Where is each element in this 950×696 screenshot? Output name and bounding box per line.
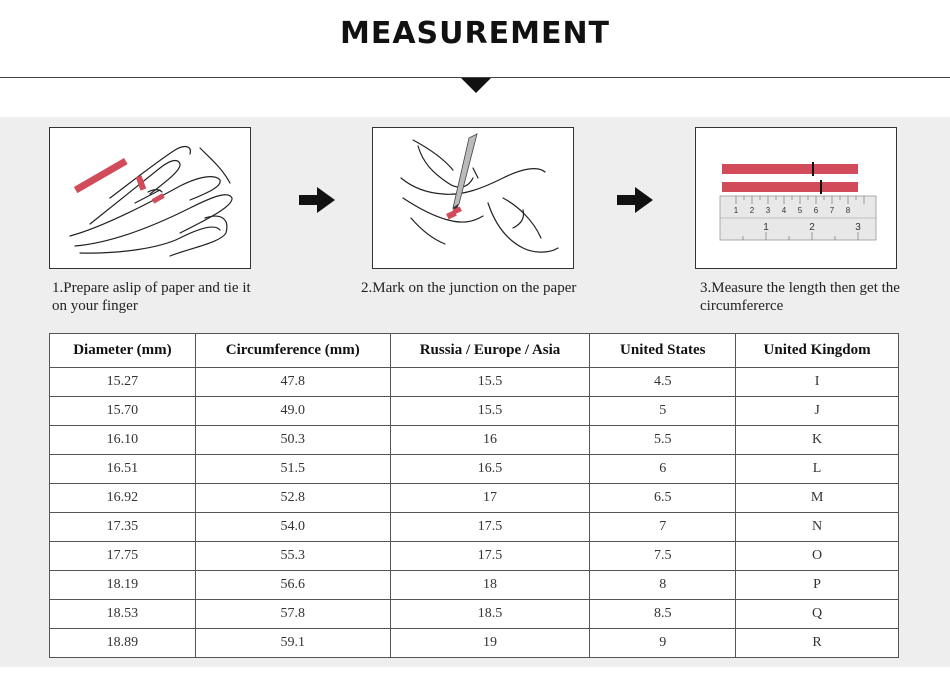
table-cell: R — [736, 629, 899, 658]
table-cell: 16.5 — [390, 455, 590, 484]
header-diameter: Diameter (mm) — [50, 334, 196, 368]
header-russia-europe-asia: Russia / Europe / Asia — [390, 334, 590, 368]
table-cell: 5.5 — [590, 426, 736, 455]
table-cell: 4.5 — [590, 368, 736, 397]
svg-text:5: 5 — [797, 206, 803, 215]
header — [0, 0, 950, 78]
table-cell: 8 — [590, 571, 736, 600]
table-row — [50, 484, 899, 513]
table-cell: 7.5 — [590, 542, 736, 571]
header-united-kingdom: United Kingdom — [736, 334, 899, 368]
table-cell: 6.5 — [590, 484, 736, 513]
step-2-image — [372, 127, 574, 269]
table-cell: 55.3 — [195, 542, 390, 571]
svg-text:1: 1 — [733, 206, 739, 215]
table-cell: 9 — [590, 629, 736, 658]
table-row — [50, 397, 899, 426]
table-cell: 16.51 — [50, 455, 196, 484]
table-cell: 17.5 — [390, 542, 590, 571]
table-row — [50, 368, 899, 397]
table-cell: K — [736, 426, 899, 455]
table-cell: 18.19 — [50, 571, 196, 600]
svg-text:3: 3 — [855, 222, 861, 233]
table-cell: 51.5 — [195, 455, 390, 484]
table-cell: 17.75 — [50, 542, 196, 571]
table-cell: Q — [736, 600, 899, 629]
table-row — [50, 513, 899, 542]
paper-strip — [74, 158, 128, 193]
pen-mark-illustration — [373, 128, 573, 268]
table-cell: 56.6 — [195, 571, 390, 600]
table-cell: 15.27 — [50, 368, 196, 397]
table-cell: 18.89 — [50, 629, 196, 658]
table-cell: 17 — [390, 484, 590, 513]
table-cell: 15.5 — [390, 397, 590, 426]
right-arrow-icon — [299, 187, 335, 213]
table-row — [50, 629, 899, 658]
svg-text:2: 2 — [749, 206, 755, 215]
table-cell: 15.70 — [50, 397, 196, 426]
step-3-caption: 3.Measure the length then get the circumfererce — [700, 280, 900, 314]
table-row — [50, 426, 899, 455]
table-cell: 50.3 — [195, 426, 390, 455]
svg-text:2: 2 — [809, 222, 815, 233]
table-cell: 54.0 — [195, 513, 390, 542]
down-arrow-icon — [461, 78, 491, 93]
size-chart-table — [49, 333, 899, 658]
table-cell: 57.8 — [195, 600, 390, 629]
table-cell: 49.0 — [195, 397, 390, 426]
table-cell: 16.10 — [50, 426, 196, 455]
paper-strip — [722, 164, 858, 174]
header-united-states: United States — [590, 334, 736, 368]
table-cell: 59.1 — [195, 629, 390, 658]
step-3-image — [695, 127, 897, 269]
table-cell: M — [736, 484, 899, 513]
svg-text:7: 7 — [829, 206, 835, 215]
table-cell: I — [736, 368, 899, 397]
ruler-measure-illustration — [696, 128, 896, 268]
table-cell: 17.5 — [390, 513, 590, 542]
table-cell: L — [736, 455, 899, 484]
table-cell: O — [736, 542, 899, 571]
table-header-row — [50, 334, 899, 368]
table-cell: 52.8 — [195, 484, 390, 513]
svg-text:4: 4 — [781, 206, 787, 215]
svg-text:3: 3 — [765, 206, 771, 215]
table-row — [50, 600, 899, 629]
table-cell: 16.92 — [50, 484, 196, 513]
table-cell: 47.8 — [195, 368, 390, 397]
paper-strip — [722, 182, 858, 192]
table-cell: 18.53 — [50, 600, 196, 629]
table-cell: J — [736, 397, 899, 426]
table-cell: 17.35 — [50, 513, 196, 542]
svg-text:1: 1 — [763, 222, 769, 233]
svg-text:6: 6 — [813, 206, 819, 215]
table-cell: 19 — [390, 629, 590, 658]
page-title: MEASUREMENT — [339, 16, 611, 51]
table-cell: 15.5 — [390, 368, 590, 397]
table-cell: N — [736, 513, 899, 542]
table-row — [50, 571, 899, 600]
step-1-image — [49, 127, 251, 269]
table-cell: 8.5 — [590, 600, 736, 629]
table-cell: 16 — [390, 426, 590, 455]
right-arrow-icon — [617, 187, 653, 213]
table-cell: 6 — [590, 455, 736, 484]
table-cell: 18.5 — [390, 600, 590, 629]
step-2-caption: 2.Mark on the junction on the paper — [361, 280, 577, 296]
step-1-caption: 1.Prepare aslip of paper and tie it on your finger — [52, 280, 251, 314]
table-row — [50, 455, 899, 484]
header-circumference: Circumference (mm) — [195, 334, 390, 368]
table-row — [50, 542, 899, 571]
table-cell: 7 — [590, 513, 736, 542]
table-cell: 5 — [590, 397, 736, 426]
finger-wrap-illustration — [50, 128, 250, 268]
table-cell: P — [736, 571, 899, 600]
table-cell: 18 — [390, 571, 590, 600]
svg-text:8: 8 — [845, 206, 851, 215]
